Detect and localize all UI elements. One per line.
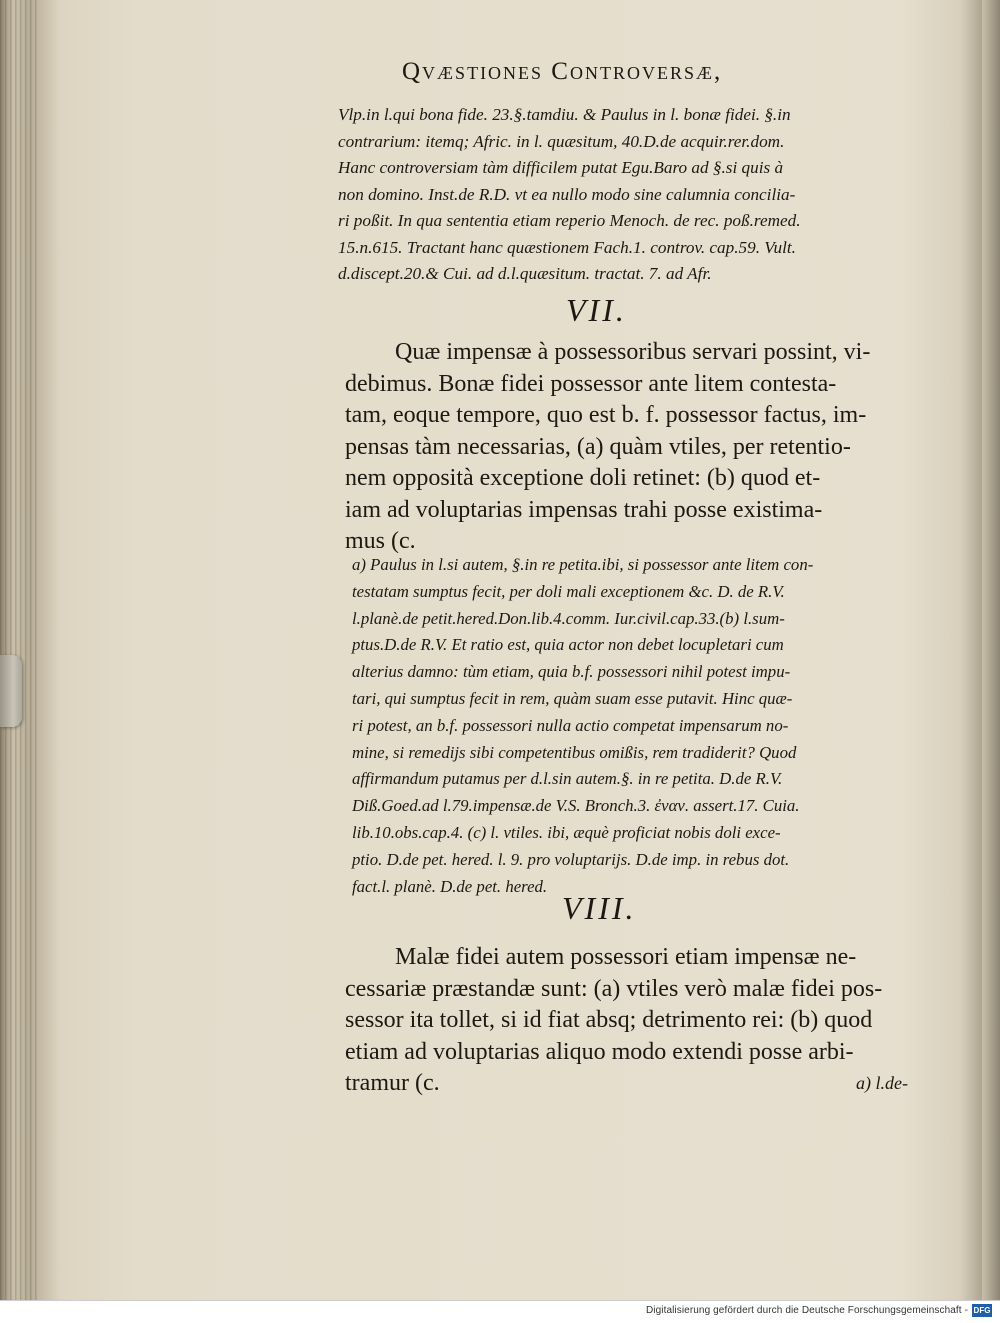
note-line: Hanc controversiam tàm difficilem putat Egu.Baro ad §.si quis à (338, 158, 784, 177)
note-line: testatam sumptus fecit, per doli mali exceptionem &c. D. de R.V. (352, 581, 785, 601)
note-line: lib.10.obs.cap.4. (c) l. vtiles. ibi, æquè proficiat nobis doli exce- (352, 822, 781, 842)
top-notes (338, 102, 938, 288)
section-numeral-viii: VIII. (562, 890, 637, 926)
note-line: a) Paulus in l.si autem, §.in re petita.ibi, si possessor ante litem con- (352, 555, 814, 574)
section-viii-body (345, 942, 945, 1100)
page-clip (0, 655, 22, 727)
binding-shadow (982, 0, 1000, 1300)
note-line: ri potest, an b.f. possessori nulla actio competat impensarum no- (352, 715, 789, 735)
body-line: Malæ fidei autem possessori etiam impensæ ne- (395, 944, 857, 970)
note-line: tari, qui sumptus fecit in rem, quàm suam esse putavit. Hinc quæ- (352, 688, 793, 708)
note-line: d.discept.20.& Cui. ad d.l.quæsitum. tractat. 7. ad Afr. (338, 264, 712, 283)
note-line: 15.n.615. Tractant hanc quæstionem Fach.1. controv. cap.59. Vult. (338, 237, 796, 257)
running-head: Qvæstiones Controversæ, (402, 58, 723, 85)
footer-credit: Digitalisierung gefördert durch die Deutsche Forschungsgemeinschaft - (645, 1305, 968, 1316)
note-line: l.planè.de petit.hered.Don.lib.4.comm. Iur.civil.cap.33.(b) l.sum- (352, 608, 785, 628)
body-line: cessariæ præstandæ sunt: (a) vtiles verò malæ fidei pos- (345, 975, 883, 1002)
dfg-logo-icon: DFG (973, 1306, 991, 1315)
section-numeral-vii: VII. (566, 292, 627, 328)
note-line: non domino. Inst.de R.D. vt ea nullo modo sine calumnia concilia- (338, 184, 796, 204)
note-line: ptio. D.de pet. hered. l. 9. pro voluptarijs. D.de imp. in rebus dot. (352, 849, 790, 869)
note-line: contrarium: itemq; Afric. in l. quæsitum, 40.D.de acquir.rer.dom. (338, 131, 785, 151)
body-line: pensas tàm necessarias, (a) quàm vtiles, per retentio- (345, 433, 851, 460)
body-line: tam, eoque tempore, quo est b. f. possessor factus, im- (345, 402, 867, 428)
section-vii-body (345, 337, 945, 558)
note-line: ptus.D.de R.V. Et ratio est, quia actor non debet locupletari cum (352, 635, 784, 655)
body-line: tramur (c. (345, 1070, 440, 1096)
body-line: iam ad voluptarias impensas trahi posse existima- (345, 496, 823, 523)
note-line: fact.l. planè. D.de pet. hered. (352, 876, 548, 896)
body-line: nem opposità exceptione doli retinet: (b) quod et- (345, 465, 821, 491)
note-line: affirmandum putamus per d.l.sin autem.§. in re petita. D.de R.V. (352, 769, 783, 789)
section-vii-notes (352, 552, 952, 900)
note-line: Diß.Goed.ad l.79.impensæ.de V.S. Bronch.3. ἐναν. assert.17. Cuia. (352, 796, 800, 816)
note-line: alterius damno: tùm etiam, quia b.f. possessori nihil potest impu- (352, 662, 791, 682)
body-line: etiam ad voluptarias aliquo modo extendi posse arbi- (345, 1038, 854, 1065)
body-line: debimus. Bonæ fidei possessor ante litem contesta- (345, 370, 837, 397)
body-line: Quæ impensæ à possessoribus servari possint, vi- (395, 339, 871, 365)
catchword: a) l.de- (856, 1073, 908, 1093)
note-line: mine, si remedijs sibi competentibus omißis, rem tradiderit? Quod (352, 742, 797, 762)
page-edges (0, 0, 40, 1300)
note-line: ri poßit. In qua sententia etiam reperio Menoch. de rec. poß.remed. (338, 211, 801, 230)
note-line: Vlp.in l.qui bona fide. 23.§.tamdiu. & Paulus in l. bonæ fidei. §.in (338, 105, 791, 124)
body-line: mus (c. (345, 528, 416, 554)
body-line: sessor ita tollet, si id fiat absq; detrimento rei: (b) quod (345, 1007, 873, 1033)
